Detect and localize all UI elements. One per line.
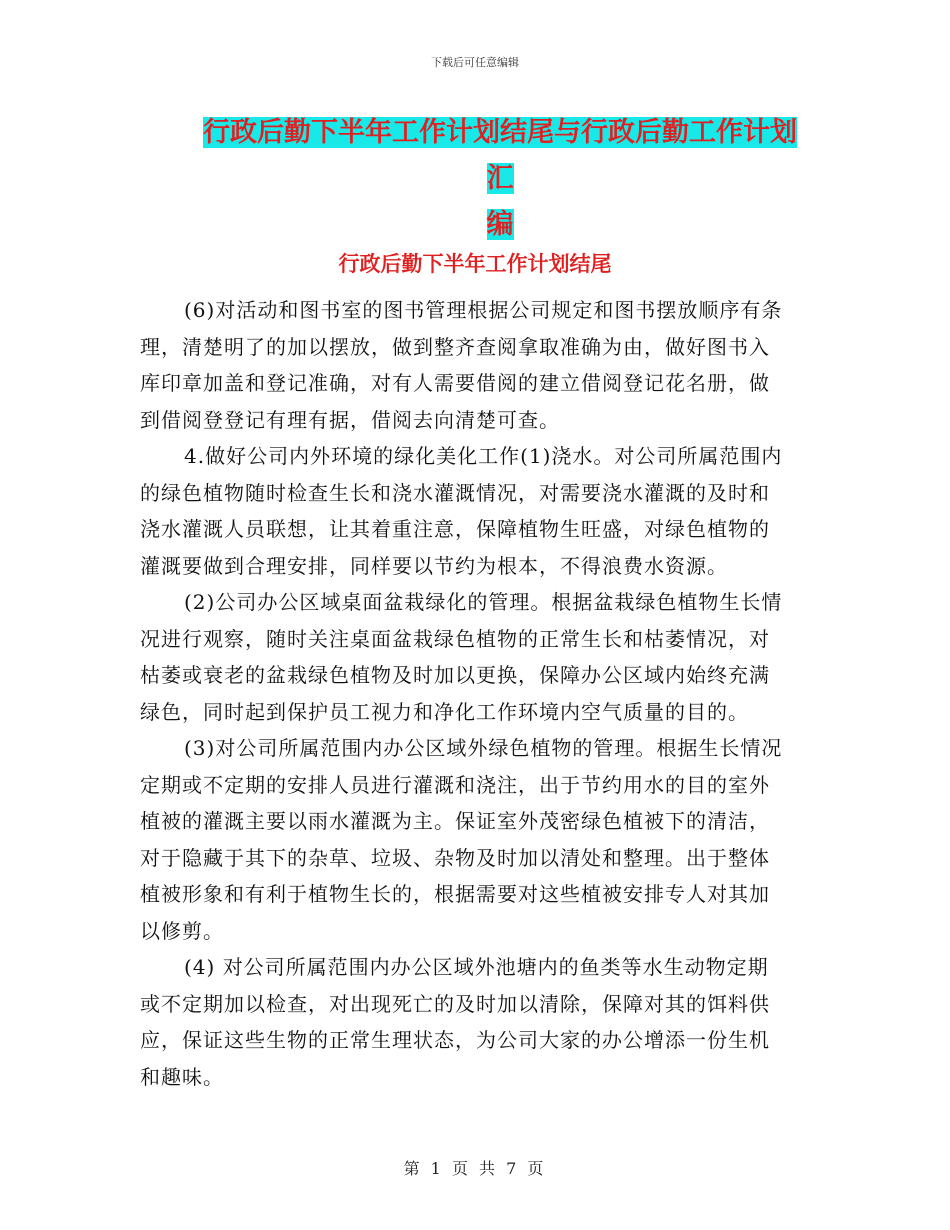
paragraph-line: 定期或不定期的安排人员进行灌溉和浇注，出于节约用水的目的室外	[140, 772, 770, 797]
paragraph-line: 4.做好公司内外环境的绿化美化工作(1)浇水。对公司所属范围内	[184, 444, 783, 468]
body-paragraph	[140, 949, 812, 1095]
paragraph-line: (2)公司办公区域桌面盆栽绿化的管理。根据盆栽绿色植物生长情	[184, 590, 783, 614]
paragraph-line: 浇水灌溉人员联想，让其着重注意，保障植物生旺盛，对绿色植物的	[140, 517, 770, 541]
paragraph-line: 和趣味。	[140, 1064, 224, 1089]
paragraph-line: 应，保证这些生物的正常生理状态，为公司大家的办公增添一份生机	[140, 1028, 770, 1052]
header-note: 下载后可任意编辑	[431, 56, 519, 69]
section-title: 行政后勤下半年工作计划结尾	[338, 252, 612, 276]
paragraph-line: 的绿色植物随时检查生长和浇水灌溉情况，对需要浇水灌溉的及时和	[140, 480, 770, 505]
paragraph-line: 灌溉要做到合理安排，同样要以节约为根本，不得浪费水资源。	[140, 553, 728, 578]
paragraph-line: (3)对公司所属范围内办公区域外绿色植物的管理。根据生长情况	[184, 736, 783, 760]
body-paragraph	[140, 584, 812, 730]
document-body	[140, 292, 812, 1095]
page-footer: 第 1 页 共 7 页	[403, 1159, 547, 1178]
paragraph-line: 枯萎或衰老的盆栽绿色植物及时加以更换，保障办公区域内始终充满	[140, 663, 770, 687]
paragraph-line: 植被的灌溉主要以雨水灌溉为主。保证室外茂密绿色植被下的清洁，	[140, 809, 770, 833]
paragraph-line: 况进行观察，随时关注桌面盆栽绿色植物的正常生长和枯萎情况，对	[140, 626, 770, 651]
paragraph-line: 以修剪。	[140, 918, 224, 943]
body-paragraph	[140, 292, 812, 438]
paragraph-line: 理，清楚明了的加以摆放，做到整齐查阅拿取准确为由，做好图书入	[140, 334, 770, 359]
paragraph-line: 或不定期加以检查，对出现死亡的及时加以清除，保障对其的饵料供	[140, 991, 770, 1016]
paragraph-line: 对于隐藏于其下的杂草、垃圾、杂物及时加以清处和整理。出于整体	[140, 845, 770, 870]
body-paragraph	[140, 438, 812, 584]
paragraph-line: 库印章加盖和登记准确，对有人需要借阅的建立借阅登记花名册，做	[140, 371, 770, 395]
paragraph-line: 到借阅登登记有理有据，借阅去向清楚可查。	[140, 407, 560, 432]
paragraph-line: (4) 对公司所属范围内办公区域外池塘内的鱼类等水生动物定期	[184, 955, 769, 979]
body-paragraph	[140, 730, 812, 949]
paragraph-line: (6)对活动和图书室的图书管理根据公司规定和图书摆放顺序有条	[184, 298, 783, 322]
document-title-line1: 行政后勤下半年工作计划结尾与行政后勤工作计划汇	[203, 117, 797, 194]
paragraph-line: 植被形象和有利于植物生长的，根据需要对这些植被安排专人对其加	[140, 882, 770, 906]
paragraph-line: 绿色，同时起到保护员工视力和净化工作环境内空气质量的目的。	[140, 699, 749, 724]
document-title-line2: 编	[486, 209, 514, 240]
document-title	[190, 110, 810, 248]
